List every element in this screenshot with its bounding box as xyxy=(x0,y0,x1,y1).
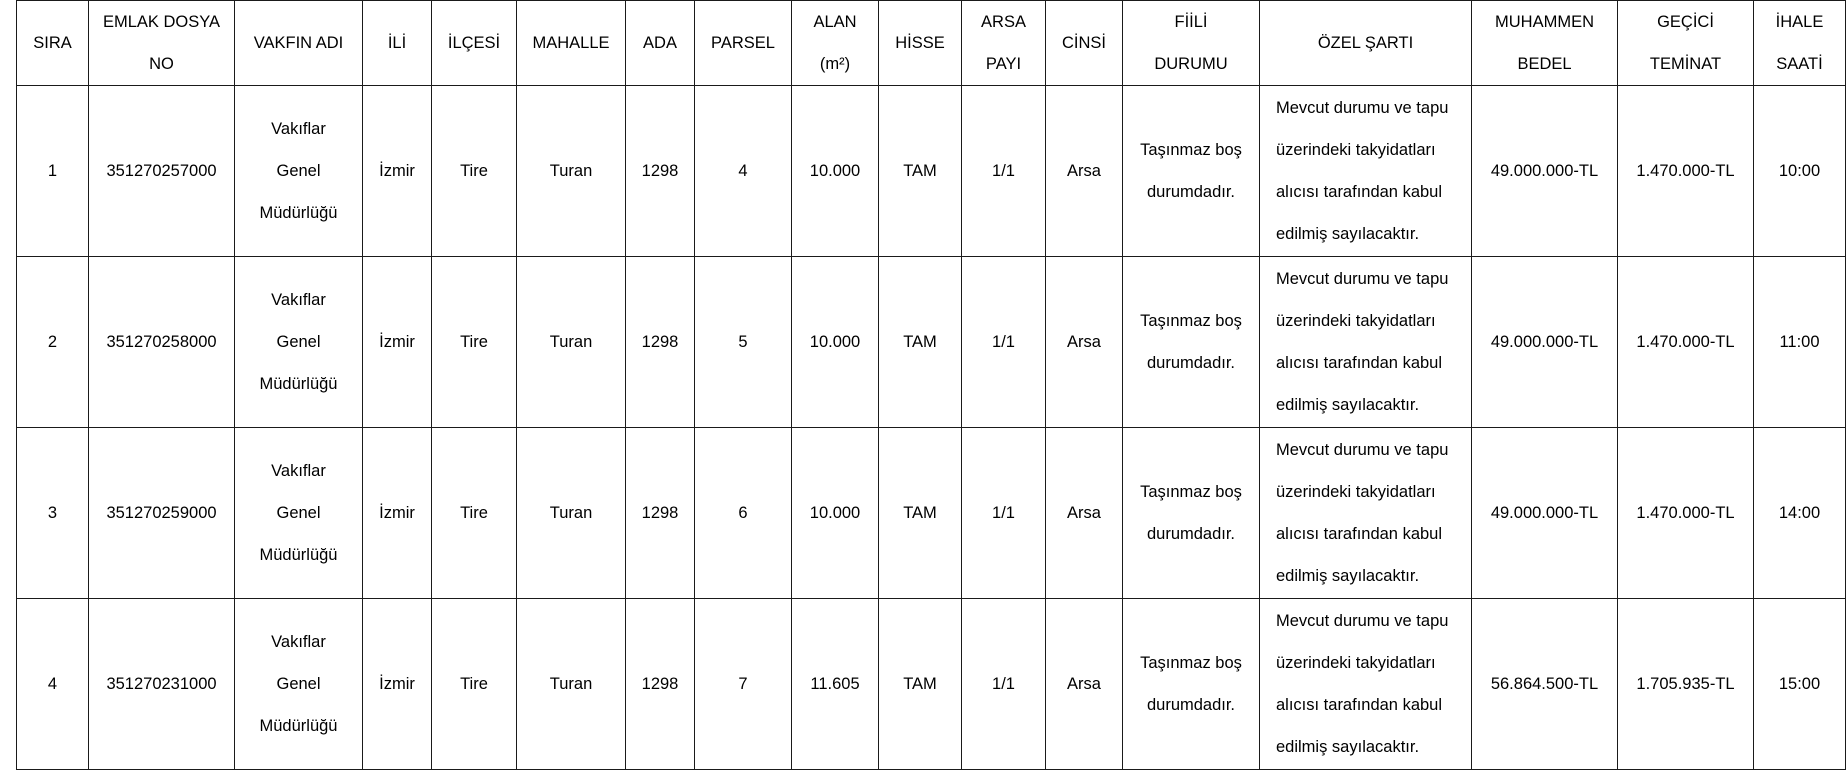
table-row xyxy=(17,257,1846,428)
cell-ihale-saati: 10:00 xyxy=(1754,86,1846,257)
cell-ada: 1298 xyxy=(626,86,695,257)
cell-fiili-durumu: Taşınmaz boş durumdadır. xyxy=(1123,599,1260,770)
cell-gecici-teminat: 1.470.000-TL xyxy=(1618,428,1754,599)
cell-ozel-sarti: Mevcut durumu ve tapu üzerindeki takyidatları alıcısı tarafından kabul edilmiş sayılacaktır. xyxy=(1260,599,1472,770)
header-row xyxy=(17,1,1846,86)
cell-mahalle: Turan xyxy=(517,86,626,257)
cell-ili: İzmir xyxy=(363,86,432,257)
cell-ihale-saati: 11:00 xyxy=(1754,257,1846,428)
cell-gecici-teminat: 1.470.000-TL xyxy=(1618,86,1754,257)
cell-arsa-payi: 1/1 xyxy=(962,428,1046,599)
header-ihale-saati: İHALE SAATİ xyxy=(1754,1,1846,86)
cell-ilcesi: Tire xyxy=(432,257,517,428)
header-parsel: PARSEL xyxy=(695,1,792,86)
table-row xyxy=(17,428,1846,599)
cell-hisse: TAM xyxy=(879,428,962,599)
cell-cinsi: Arsa xyxy=(1046,86,1123,257)
cell-arsa-payi: 1/1 xyxy=(962,86,1046,257)
cell-parsel: 6 xyxy=(695,428,792,599)
table-row xyxy=(17,86,1846,257)
header-ada: ADA xyxy=(626,1,695,86)
header-arsa-payi: ARSA PAYI xyxy=(962,1,1046,86)
cell-parsel: 5 xyxy=(695,257,792,428)
cell-ada: 1298 xyxy=(626,599,695,770)
cell-muhammen-bedel: 49.000.000-TL xyxy=(1472,86,1618,257)
cell-ili: İzmir xyxy=(363,428,432,599)
cell-muhammen-bedel: 56.864.500-TL xyxy=(1472,599,1618,770)
header-hisse: HİSSE xyxy=(879,1,962,86)
header-alan: ALAN (m²) xyxy=(792,1,879,86)
cell-fiili-durumu: Taşınmaz boş durumdadır. xyxy=(1123,257,1260,428)
header-ilcesi: İLÇESİ xyxy=(432,1,517,86)
header-emlak-dosya-no: EMLAK DOSYA NO xyxy=(89,1,235,86)
header-vakfin-adi: VAKFIN ADI xyxy=(235,1,363,86)
cell-ili: İzmir xyxy=(363,257,432,428)
header-gecici-teminat: GEÇİCİ TEMİNAT xyxy=(1618,1,1754,86)
cell-cinsi: Arsa xyxy=(1046,428,1123,599)
cell-fiili-durumu: Taşınmaz boş durumdadır. xyxy=(1123,428,1260,599)
cell-ozel-sarti: Mevcut durumu ve tapu üzerindeki takyidatları alıcısı tarafından kabul edilmiş sayılacaktır. xyxy=(1260,428,1472,599)
cell-parsel: 4 xyxy=(695,86,792,257)
header-muhammen-bedel: MUHAMMEN BEDEL xyxy=(1472,1,1618,86)
cell-muhammen-bedel: 49.000.000-TL xyxy=(1472,257,1618,428)
cell-vakfin-adi: Vakıflar Genel Müdürlüğü xyxy=(235,86,363,257)
cell-vakfin-adi: Vakıflar Genel Müdürlüğü xyxy=(235,257,363,428)
cell-alan: 10.000 xyxy=(792,428,879,599)
table-row xyxy=(17,599,1846,770)
cell-arsa-payi: 1/1 xyxy=(962,257,1046,428)
header-cinsi: CİNSİ xyxy=(1046,1,1123,86)
header-sira: SIRA xyxy=(17,1,89,86)
cell-vakfin-adi: Vakıflar Genel Müdürlüğü xyxy=(235,599,363,770)
cell-ihale-saati: 14:00 xyxy=(1754,428,1846,599)
cell-vakfin-adi: Vakıflar Genel Müdürlüğü xyxy=(235,428,363,599)
cell-cinsi: Arsa xyxy=(1046,257,1123,428)
cell-alan: 11.605 xyxy=(792,599,879,770)
cell-emlak-dosya-no: 351270257000 xyxy=(89,86,235,257)
header-ili: İLİ xyxy=(363,1,432,86)
cell-ili: İzmir xyxy=(363,599,432,770)
cell-ozel-sarti: Mevcut durumu ve tapu üzerindeki takyidatları alıcısı tarafından kabul edilmiş sayılacaktır. xyxy=(1260,86,1472,257)
tender-table xyxy=(16,0,1846,770)
cell-gecici-teminat: 1.705.935-TL xyxy=(1618,599,1754,770)
cell-arsa-payi: 1/1 xyxy=(962,599,1046,770)
cell-ihale-saati: 15:00 xyxy=(1754,599,1846,770)
cell-muhammen-bedel: 49.000.000-TL xyxy=(1472,428,1618,599)
cell-emlak-dosya-no: 351270258000 xyxy=(89,257,235,428)
cell-sira: 2 xyxy=(17,257,89,428)
cell-ilcesi: Tire xyxy=(432,428,517,599)
cell-emlak-dosya-no: 351270231000 xyxy=(89,599,235,770)
cell-sira: 4 xyxy=(17,599,89,770)
cell-sira: 3 xyxy=(17,428,89,599)
cell-hisse: TAM xyxy=(879,86,962,257)
cell-alan: 10.000 xyxy=(792,86,879,257)
cell-alan: 10.000 xyxy=(792,257,879,428)
cell-mahalle: Turan xyxy=(517,257,626,428)
cell-mahalle: Turan xyxy=(517,599,626,770)
cell-parsel: 7 xyxy=(695,599,792,770)
cell-ada: 1298 xyxy=(626,428,695,599)
cell-ilcesi: Tire xyxy=(432,599,517,770)
header-ozel-sarti: ÖZEL ŞARTI xyxy=(1260,1,1472,86)
cell-fiili-durumu: Taşınmaz boş durumdadır. xyxy=(1123,86,1260,257)
cell-mahalle: Turan xyxy=(517,428,626,599)
cell-ilcesi: Tire xyxy=(432,86,517,257)
cell-ada: 1298 xyxy=(626,257,695,428)
cell-cinsi: Arsa xyxy=(1046,599,1123,770)
cell-ozel-sarti: Mevcut durumu ve tapu üzerindeki takyidatları alıcısı tarafından kabul edilmiş sayılacaktır. xyxy=(1260,257,1472,428)
cell-emlak-dosya-no: 351270259000 xyxy=(89,428,235,599)
header-fiili-durumu: FİİLİ DURUMU xyxy=(1123,1,1260,86)
cell-hisse: TAM xyxy=(879,257,962,428)
cell-gecici-teminat: 1.470.000-TL xyxy=(1618,257,1754,428)
cell-sira: 1 xyxy=(17,86,89,257)
header-mahalle: MAHALLE xyxy=(517,1,626,86)
cell-hisse: TAM xyxy=(879,599,962,770)
